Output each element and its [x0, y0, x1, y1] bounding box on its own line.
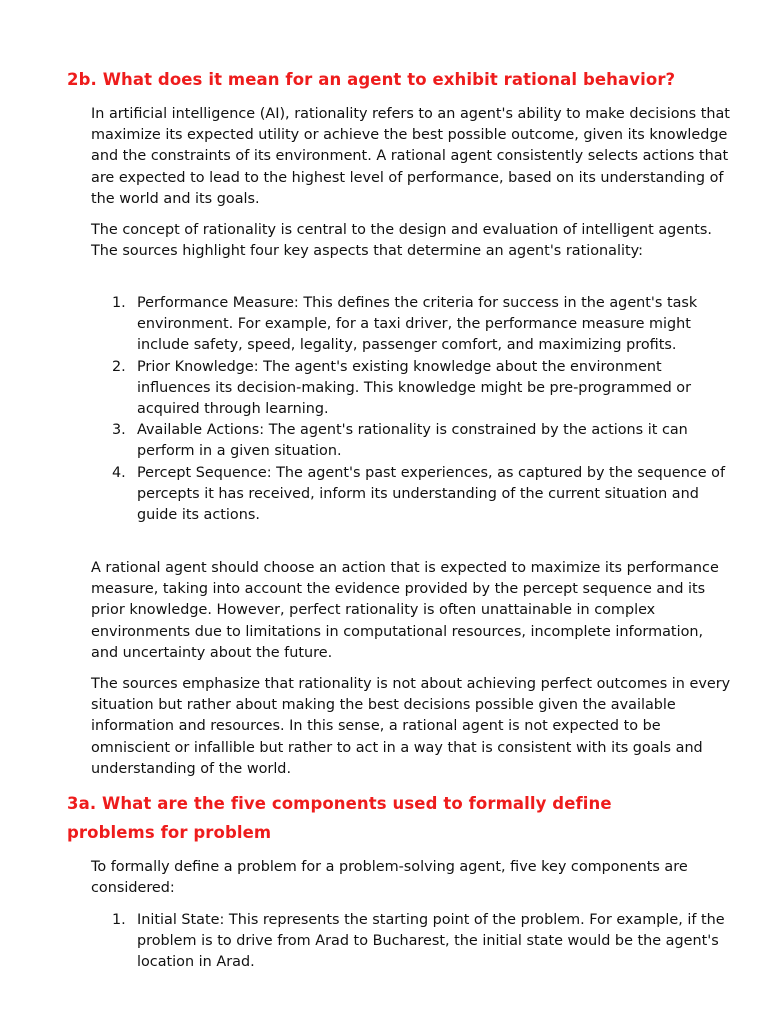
paragraph-3a-1: To formally define a problem for a problem-solving agent, five key components are considered:	[91, 859, 688, 897]
list-number: 2.	[112, 358, 126, 375]
list-number: 4.	[112, 464, 126, 481]
list-item	[91, 463, 731, 527]
list-number: 1.	[112, 295, 126, 311]
list-number: 3.	[112, 422, 126, 439]
heading-3a-line1: 3a. What are the five components used to formally define	[67, 794, 612, 813]
list-item	[91, 420, 731, 462]
list-item-text: Prior Knowledge: The agent's existing knowledge about the environment influences its decision-making. This knowledge might be pre-programmed or acquired through learning.	[137, 358, 692, 418]
list-item-text: Performance Measure: This defines the criteria for success in the agent's task environment. For example, for a taxi driver, the performance measure might include safety, speed, legality, passenger comfort, and maximizing profits.	[137, 295, 698, 354]
components-list	[91, 910, 731, 974]
list-item-text: Percept Sequence: The agent's past experiences, as captured by the sequence of percepts it has received, inform its understanding of the current situation and guide its actions.	[137, 464, 726, 524]
list-item-text: Initial State: This represents the starting point of the problem. For example, if the problem is to drive from Arad to Bucharest, the initial state would be the agent's location in Arad.	[137, 912, 725, 971]
heading-2b: 2b. What does it mean for an agent to exhibit rational behavior?	[67, 70, 676, 89]
list-item	[91, 910, 731, 974]
aspects-list	[91, 293, 731, 526]
list-item-text: Available Actions: The agent's rationality is constrained by the actions it can perform in a given situation.	[137, 422, 688, 460]
paragraph-2b-2: The concept of rationality is central to the design and evaluation of intelligent agents. The sources highlight four key aspects that determine an agent's rationality:	[91, 222, 712, 260]
paragraph-2b-1: In artificial intelligence (AI), rationality refers to an agent's ability to make decisions that maximize its expected utility or achieve the best possible outcome, given its knowledge and the constraints of its environment. A rational agent consistently selects actions that are expected to lead to the highest level of performance, based on its understanding of the world and its goals.	[91, 106, 730, 207]
list-number: 1.	[112, 912, 126, 928]
list-item	[91, 293, 731, 357]
heading-3a-line2: problems for problem	[67, 823, 272, 842]
paragraph-2b-3: A rational agent should choose an action that is expected to maximize its performance measure, taking into account the evidence provided by the percept sequence and its prior knowledge. However, perfect rationality is often unattainable in complex environments due to limitations in computational resources, incomplete information, and uncertainty about the future.	[91, 560, 719, 661]
paragraph-2b-4: The sources emphasize that rationality is not about achieving perfect outcomes in every situation but rather about making the best decisions possible given the available information and resources. In this sense, a rational agent is not expected to be omniscient or infallible but rather to act in a way that is consistent with its goals and understanding of the world.	[91, 676, 731, 777]
list-item	[91, 357, 731, 421]
